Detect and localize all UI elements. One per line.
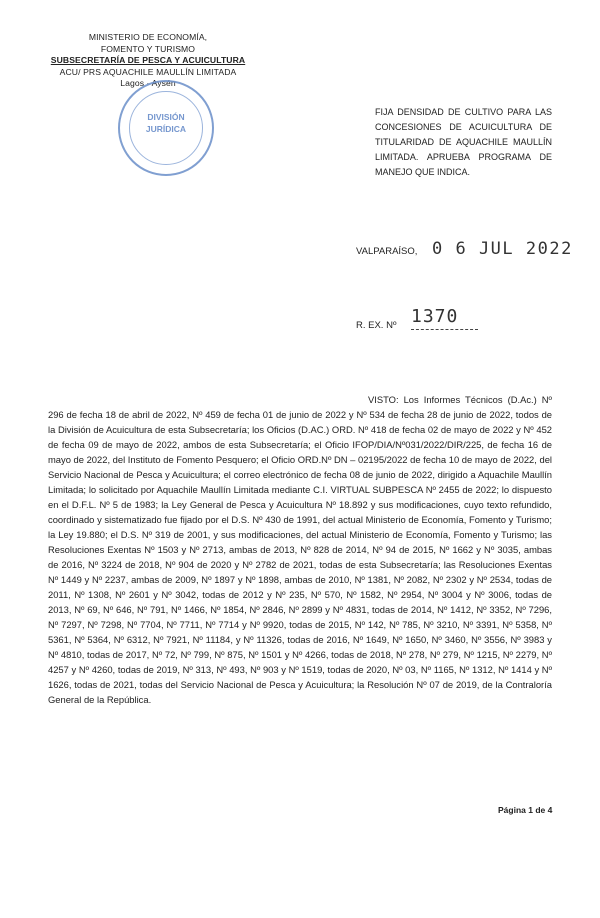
resolution-summary: FIJA DENSIDAD DE CULTIVO PARA LAS CONCESIONES DE ACUICULTURA DE TITULARIDAD DE AQUACHILE MAULLÍN LIMITADA. APRUEBA PROGRAMA DE MANEJO QUE INDICA. [375,107,552,177]
division-juridica-stamp [118,80,214,176]
ministry-name: MINISTERIO DE ECONOMÍA, [88,32,208,42]
resolution-label: R. EX. Nº [356,320,397,331]
reference-line: ACU/ PRS AQUACHILE MAULLÍN LIMITADA [59,66,237,77]
page-number: Página 1 de 4 [498,805,553,815]
visto-paragraph: VISTO: Los Informes Técnicos (D.Ac.) Nº 296 de fecha 18 de abril de 2022, Nº 459 de fecha 01 de junio de 2022 y Nº 534 de fecha 28 de junio de 2022, todos de la División de Acuicultura de esta Subsecretaría; los Oficios (D.AC.) ORD. Nº 418 de fecha 02 de mayo de 2022 y Nº 452 de fecha 09 de mayo de 2022, ambos de esta Subsecretaría; el Oficio IFOP/DIA/Nº031/2022/DIR/225, de fecha 16 de mayo de 2022, del Instituto de Fomento Pesquero; el Oficio ORD.Nº DN – 02195/2022 de fecha 10 de mayo de 2022, del Servicio Nacional de Pesca y Acuicultura; el correo electrónico de fecha 08 de junio de 2022, dirigido a Aquachile Maullín Limitada; lo solicitado por Aquachile Maullín Limitada mediante C.I. VIRTUAL SUBPESCA Nº 2455 de 2022; lo dispuesto en el D.F.L. Nº 5 de 1983; la Ley General de Pesca y Acuicultura Nº 18.892 y sus modificaciones, cuyo texto refundido, coordinado y sistematizado fue fijado por el D.S. Nº 430 de 1991, del actual Ministerio de Economía, Fomento y Turismo; la Ley 19.880; el D.S. Nº 319 de 2001, y sus modificaciones, del actual Ministerio de Economía, Fomento y Turismo; las Resoluciones Exentas Nº 1503 y Nº 2713, ambas de 2013, Nº 828 de 2014, Nº 94 de 2015, Nº 1662 y Nº 3035, ambas de 2016, Nº 3224 de 2018, Nº 904 de 2020 y Nº 2782 de 2021, todas de esta Subsecretaría; las Resoluciones Exentas Nº 1449 y Nº 2237, ambas de 2009, Nº 1897 y Nº 1898, ambas de 2010, Nº 1381, Nº 2082, Nº 2302 y Nº 2534, todas de 2011, Nº 1308, Nº 2601 y Nº 3042, todas de 2012 y Nº 235, Nº 570, Nº 1582, Nº 2954, Nº 3004 y Nº 3006, todas de 2013, Nº 69, Nº 646, Nº 791, Nº 1466, Nº 1854, Nº 2846, Nº 2899 y Nº 4831, todas de 2014, Nº 1412, Nº 3352, Nº 7296, Nº 7297, Nº 7298, Nº 7704, Nº 7711, Nº 7714 y Nº 9920, todas de 2015, Nº 142, Nº 785, Nº 3210, Nº 3391, Nº 5358, Nº 5361, Nº 5364, Nº 6312, Nº 7921, Nº 11184, y Nº 11326, todas de 2016, Nº 1649, Nº 1650, Nº 3460, Nº 3556, Nº 3983 y Nº 4810, todas de 2017, Nº 72, Nº 799, Nº 875, Nº 1501 y Nº 4266, todas de 2018, Nº 278, Nº 279, Nº 1215, Nº 2279, Nº 4257 y Nº 4260, todas de 2019, Nº 313, Nº 493, Nº 903 y Nº 1519, todas de 2020, Nº 03, Nº 1165, Nº 1312, Nº 1414 y Nº 1626, todas de 2021, todas del Servicio Nacional de Pesca y Acuicultura; la Resolución Nº 07 de 2019, de la Contraloría General de la República. [48,394,552,705]
region-line: Lagos - Aysén [120,78,176,88]
ministry-name-2: FOMENTO Y TURISMO [100,43,196,54]
resolution-number-line [411,329,478,330]
resolution-number: 1370 [411,306,459,327]
letterhead [48,32,248,90]
stamp-line-1: DIVISIÓN [147,112,185,122]
subsecretaria-name: SUBSECRETARÍA DE PESCA Y ACUICULTURA [50,55,246,65]
date-stamp: 0 6 JUL 2022 [432,239,573,259]
stamp-line-2: JURÍDICA [145,124,187,134]
place-label: VALPARAÍSO, [356,246,418,257]
